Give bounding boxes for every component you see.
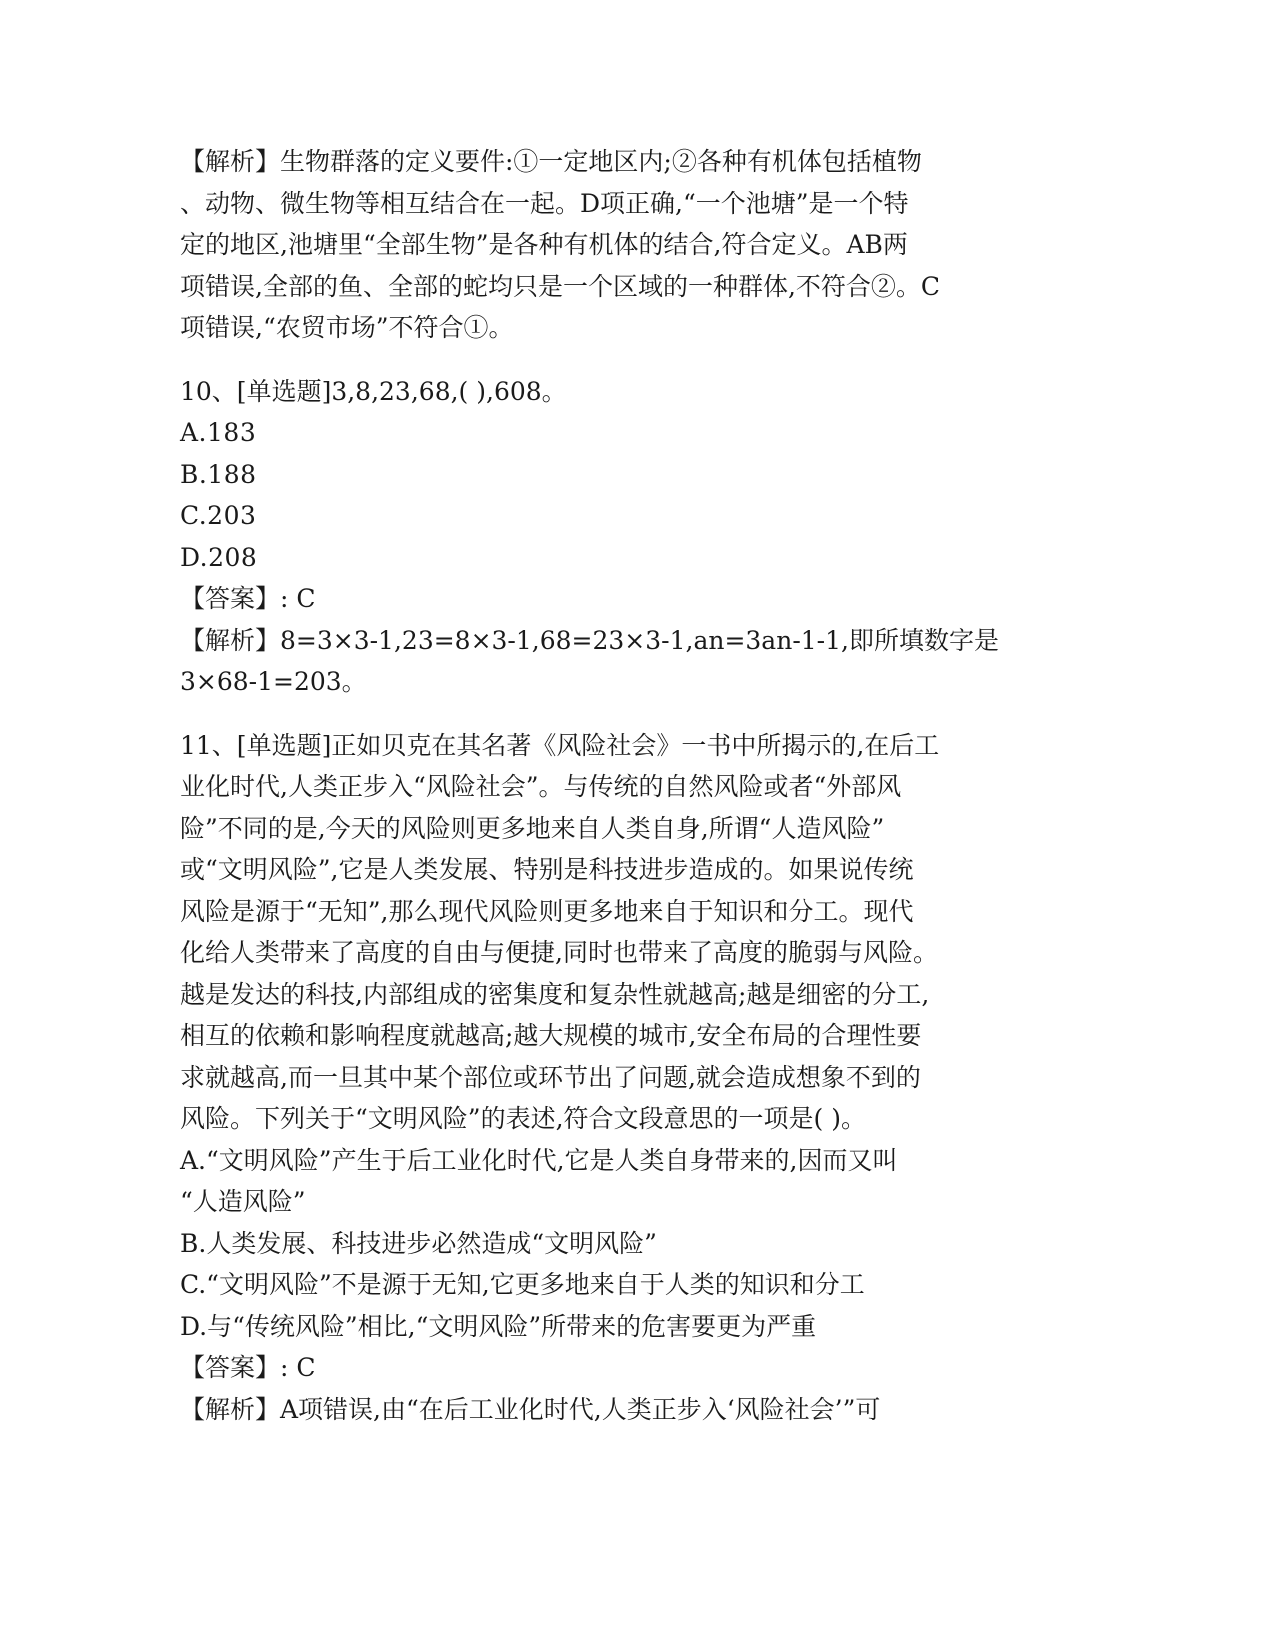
question-11-option-c: C.“文明风险”不是源于无知,它更多地来自于人类的知识和分工 — [180, 1270, 865, 1299]
question-11-analysis-line: 【解析】A项错误,由“在后工业化时代,人类正步入‘风险社会’”可 — [180, 1394, 881, 1424]
question-11-stem-line: 风险。下列关于“文明风险”的表述,符合文段意思的一项是( )。 — [180, 1104, 866, 1133]
question-11-stem-line: 风险是源于“无知”,那么现代风险则更多地来自于知识和分工。现代 — [180, 896, 914, 926]
question-10-analysis-line: 【解析】8=3×3-1,23=8×3-1,68=23×3-1,an=3an-1-1,即所填数字是 — [180, 625, 999, 655]
question-11-option-b: B.人类发展、科技进步必然造成“文明风险” — [180, 1228, 657, 1258]
question-11 — [180, 725, 1080, 1431]
question-10-answer: 【答案】: C — [180, 584, 316, 613]
question-11-stem-line: 或“文明风险”,它是人类发展、特别是科技进步造成的。如果说传统 — [180, 855, 914, 884]
question-11-stem-line: 险”不同的是,今天的风险则更多地来自人类自身,所谓“人造风险” — [180, 813, 885, 843]
spacer — [180, 703, 1080, 725]
question-11-stem-line: 11、[单选题]正如贝克在其名著《风险社会》一书中所揭示的,在后工 — [180, 730, 940, 760]
q9-analysis-line: 项错误,“农贸市场”不符合①。 — [180, 313, 514, 342]
question-11-option-a: A.“文明风险”产生于后工业化时代,它是人类自身带来的,因而又叫 — [180, 1145, 898, 1175]
question-11-option-a-cont: “人造风险” — [180, 1187, 306, 1216]
q9-analysis — [180, 141, 1080, 349]
q9-analysis-line: 项错误,全部的鱼、全部的蛇均只是一个区域的一种群体,不符合②。C — [180, 271, 941, 301]
question-11-option-d: D.与“传统风险”相比,“文明风险”所带来的危害要更为严重 — [180, 1311, 817, 1341]
spacer — [180, 349, 1080, 371]
q9-analysis-line: 定的地区,池塘里“全部生物”是各种有机体的结合,符合定义。AB两 — [180, 230, 908, 259]
question-11-stem-line: 业化时代,人类正步入“风险社会”。与传统的自然风险或者“外部风 — [180, 772, 902, 801]
question-10-option-b: B.188 — [180, 459, 257, 489]
q9-analysis-line: 、动物、微生物等相互结合在一起。D项正确,“一个池塘”是一个特 — [180, 188, 909, 218]
question-11-stem-line: 化给人类带来了高度的自由与便捷,同时也带来了高度的脆弱与风险。 — [180, 938, 938, 967]
question-10-stem: 10、[单选题]3,8,23,68,( ),608。 — [180, 376, 567, 406]
question-10-analysis-line: 3×68-1=203。 — [180, 667, 367, 696]
question-10-option-d: D.208 — [180, 542, 258, 572]
question-11-stem-line: 求就越高,而一旦其中某个部位或环节出了问题,就会造成想象不到的 — [180, 1062, 921, 1092]
question-11-answer: 【答案】: C — [180, 1353, 316, 1382]
question-10-option-c: C.203 — [180, 501, 257, 530]
question-11-stem-line: 相互的依赖和影响程度就越高;越大规模的城市,安全布局的合理性要 — [180, 1021, 922, 1050]
question-11-stem-line: 越是发达的科技,内部组成的密集度和复杂性就越高;越是细密的分工, — [180, 979, 930, 1009]
question-10 — [180, 371, 1080, 703]
question-10-option-a: A.183 — [180, 418, 257, 447]
document-body — [180, 141, 1080, 1430]
q9-analysis-line: 【解析】生物群落的定义要件:①一定地区内;②各种有机体包括植物 — [180, 147, 922, 176]
